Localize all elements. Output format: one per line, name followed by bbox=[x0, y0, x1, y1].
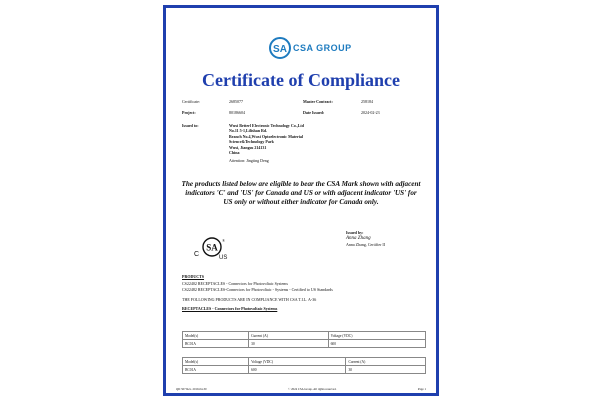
address-line: Branch No.4,Wuxi Optoelectronic Material bbox=[229, 133, 303, 139]
table-cell: Model(s) bbox=[183, 332, 249, 340]
address-line: Science&Technology Park bbox=[229, 139, 274, 145]
master-contract-value: 258184 bbox=[361, 99, 373, 104]
certificate-page bbox=[163, 5, 439, 396]
footer-page-number: Page 1 bbox=[417, 387, 426, 391]
footer-copyright: © 2024 CSA Group. All rights reserved. bbox=[288, 387, 337, 391]
master-contract-label: Master Contract: bbox=[303, 99, 333, 104]
issued-to-address bbox=[229, 123, 304, 155]
certifier-name: Anna Zhang, Certifier II bbox=[346, 242, 386, 247]
date-issued-label: Date Issued: bbox=[303, 110, 325, 115]
table-cell: 600 bbox=[328, 340, 425, 348]
address-line: Wuxi Betterl Electronic Technology Co.,Ltd bbox=[229, 123, 304, 128]
project-label: Project: bbox=[182, 110, 196, 115]
signature: Anna Zhang bbox=[346, 236, 371, 241]
eligibility-statement: The products listed below are eligible to bear the CSA Mark shown with adjacent indicators 'C' and 'US' for Canada and US or with adjacent indicator 'US' for US only or without either indicator for Canada only. bbox=[181, 180, 421, 206]
date-issued-value: 2024-02-23 bbox=[361, 110, 380, 115]
product-line: CS22482 RECEPTACLES-Connectors for Photovoltaic - Systems - Certified to US Standards bbox=[182, 287, 333, 293]
csa-group-logo bbox=[269, 35, 352, 63]
project-value: 80186604 bbox=[229, 110, 245, 115]
page-title: Certificate of Compliance bbox=[202, 70, 400, 90]
issued-to-label: Issued to: bbox=[182, 123, 199, 128]
csa-mark-icon bbox=[192, 234, 232, 266]
table-cell: BC01A bbox=[183, 366, 249, 374]
products-header: PRODUCTS bbox=[182, 274, 205, 279]
table-cell: Model(s) bbox=[183, 358, 249, 366]
certificate-label: Certificate: bbox=[182, 99, 200, 104]
svg-text:SA: SA bbox=[206, 242, 218, 253]
footer-form-id: QD 507 Rev. 2019-04-30 bbox=[176, 387, 207, 391]
mark-registered: ® bbox=[222, 238, 226, 243]
table-row bbox=[183, 340, 426, 348]
page-footer bbox=[176, 387, 426, 391]
table-cell: 30 bbox=[346, 366, 426, 374]
table-cell: Current (A) bbox=[346, 358, 426, 366]
table-cell: Voltage (VDC) bbox=[328, 332, 425, 340]
certificate-number: 2685077 bbox=[229, 99, 243, 104]
address-line: China bbox=[229, 150, 240, 156]
issued-by-block bbox=[346, 230, 385, 248]
issued-by-label: Issued by: bbox=[346, 230, 364, 235]
csa-logo-icon bbox=[269, 35, 291, 61]
ratings-table-1 bbox=[182, 331, 426, 348]
logo-brand-text: CSA GROUP bbox=[293, 43, 352, 53]
mark-us-indicator: US bbox=[219, 255, 228, 261]
products-section bbox=[182, 274, 426, 313]
table-row bbox=[183, 366, 426, 374]
table-cell: Current (A) bbox=[249, 332, 329, 340]
table-header-row bbox=[183, 358, 426, 366]
ratings-table-2 bbox=[182, 357, 426, 374]
table-cell: 30 bbox=[249, 340, 329, 348]
address-line: No.11 5-1,Lilishan Rd. bbox=[229, 128, 268, 134]
table-cell: Voltage (VDC) bbox=[249, 358, 346, 366]
table-cell: 600 bbox=[249, 366, 346, 374]
svg-text:SA: SA bbox=[273, 44, 287, 55]
table-header-row bbox=[183, 332, 426, 340]
compliance-line: THE FOLLOWING PRODUCTS ARE IN COMPLIANCE WITH CSA T.I.L. A-36 bbox=[182, 296, 317, 302]
csa-certification-mark bbox=[192, 234, 232, 266]
receptacles-header: RECEPTACLES - Connectors for Photovoltaic Systems bbox=[182, 306, 278, 312]
table-cell: BC01A bbox=[183, 340, 249, 348]
attention-line: Attention: Jingting Deng bbox=[229, 158, 269, 163]
product-line: CS22402 RECEPTACLES - Connectors for Photovoltaic Systems bbox=[182, 280, 288, 286]
mark-c-indicator: C bbox=[194, 251, 200, 258]
address-line: Wuxi, Jiangsu 214131 bbox=[229, 144, 267, 150]
